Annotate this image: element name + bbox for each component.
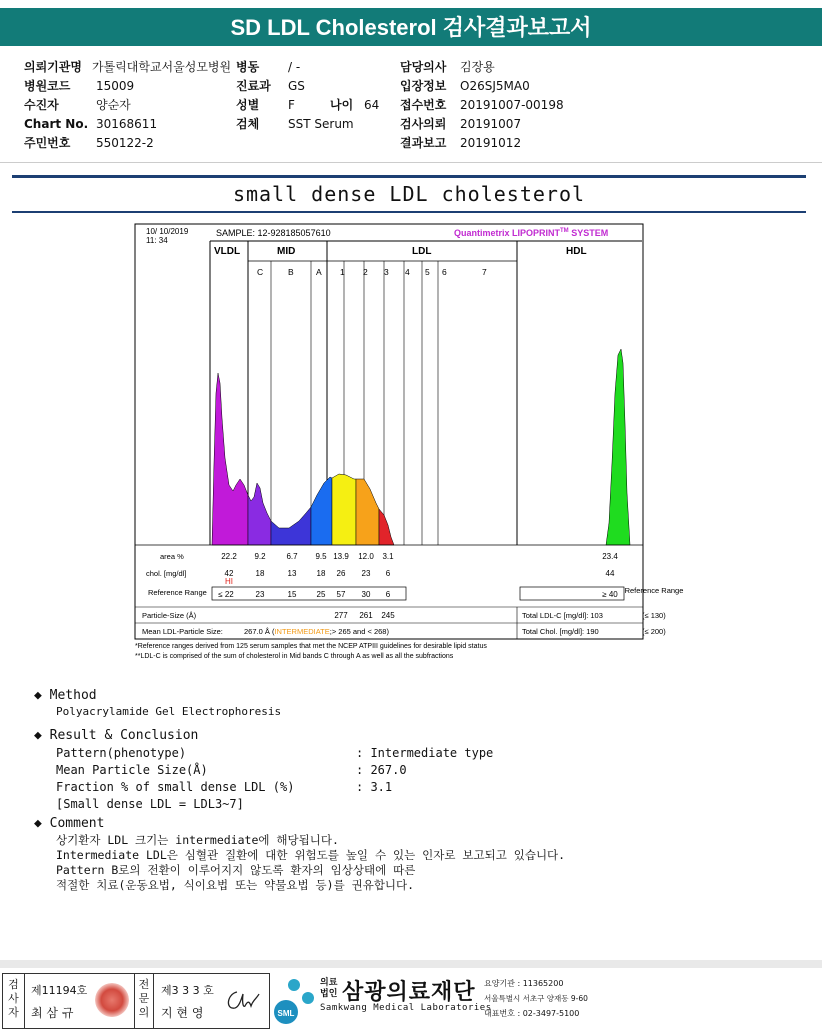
field-value: O26SJ5MA0 [460, 79, 530, 93]
area-value: 22.2 [221, 552, 237, 561]
colon: : [356, 763, 371, 777]
chart-brand [454, 228, 608, 238]
age-value: 64 [364, 98, 380, 112]
size-value: 261 [359, 611, 373, 620]
method-heading: Method [49, 688, 97, 703]
chart-sample: SAMPLE: 12-928185057610 [216, 228, 331, 238]
field-value: 30168611 [96, 117, 158, 131]
ref-value: 30 [361, 590, 371, 599]
area-value: 3.1 [382, 552, 394, 561]
paren: ( [269, 627, 275, 636]
area-value: 6.7 [286, 552, 298, 561]
chart-time: 11: 34 [146, 236, 168, 245]
diamond-icon: ◆ [34, 816, 42, 831]
field-label: 병원코드 [24, 79, 71, 93]
field-label: 의뢰기관명 [24, 60, 82, 74]
chart-date: 10/ 10/2019 [146, 227, 189, 236]
chol-value: 18 [255, 569, 265, 578]
size-value: 277 [334, 611, 348, 620]
patient-col3 [400, 56, 564, 151]
signature-box [2, 973, 270, 1029]
org-name: 삼광의료재단 [342, 980, 476, 1005]
field-value: 양순자 [96, 98, 131, 112]
mean-size-line [244, 627, 389, 636]
diamond-icon: ◆ [34, 728, 42, 743]
result-key: Fraction % of small dense LDL (%) [56, 780, 295, 794]
brand-suffix: SYSTEM [568, 228, 609, 238]
size-values [334, 611, 395, 620]
field-value: 15009 [96, 79, 135, 93]
result-note: [Small dense LDL = LDL3~7] [56, 797, 244, 811]
field-value: 20191007 [460, 117, 522, 131]
area-value: 12.0 [358, 552, 374, 561]
specialist-no: 제3 3 3 호 [161, 984, 214, 997]
semi: ; [329, 627, 332, 636]
band-label: 7 [482, 267, 487, 277]
result-value: 3.1 [370, 780, 393, 794]
field-label: 접수번호 [400, 98, 447, 112]
org-english: Samkwang Medical Laboratories [320, 1003, 492, 1013]
specialist-label-text: 전문의 [138, 978, 150, 1019]
band-label: 3 [384, 267, 389, 277]
comment-line: Intermediate LDL은 심혈관 질환에 대한 위험도를 높일 수 있는 인자로 보고되고 있습니다. [56, 848, 566, 862]
field-value: 가톨릭대학교서울성모병원 [92, 60, 232, 74]
brand-tm: TM [560, 228, 569, 234]
result-section [34, 728, 794, 813]
field-value: 20191007-00198 [460, 98, 564, 112]
field-label: 담당의사 [400, 60, 447, 74]
lipoprint-chart [134, 223, 686, 663]
comment-line: 적절한 치료(운동요법, 식이요법 또는 약물요법 등)를 권유합니다. [56, 878, 415, 892]
result-row [56, 745, 794, 762]
comment-section [34, 816, 804, 893]
chol-value: 44 [605, 569, 615, 578]
patient-col2 [236, 56, 379, 132]
total-ldl-ref: (≤ 130) [642, 611, 666, 620]
field-value: F [288, 98, 295, 112]
age-label: 나이 [330, 98, 354, 112]
section-divider [0, 162, 822, 163]
field-label: 수진자 [24, 98, 59, 112]
result-key: Mean Particle Size(Å) [56, 763, 208, 777]
colon: : [356, 780, 371, 794]
method-section [34, 688, 794, 718]
seal-icon [95, 983, 129, 1017]
org-code: 요양기관 : 11365200 [484, 979, 564, 988]
logo-text: SML [277, 1009, 295, 1018]
chol-value: 6 [385, 569, 391, 578]
band-label: 5 [425, 267, 430, 277]
area-value: 9.5 [315, 552, 327, 561]
colon: : [356, 746, 371, 760]
mean-rest: > 265 and < 268) [331, 627, 389, 636]
field-label: 성별 [236, 98, 260, 112]
mean-class: INTERMEDIATE [274, 627, 330, 636]
field-value: GS [288, 79, 305, 93]
chol-value: 42 [224, 569, 234, 578]
chol-value: 23 [361, 569, 371, 578]
ref-value: 6 [385, 590, 391, 599]
field-label: 병동 [236, 60, 260, 74]
field-value: 20191012 [460, 136, 522, 150]
ref-range-right-text: Reference Range [624, 586, 684, 595]
total-chol-ref: (≤ 200) [642, 627, 666, 636]
field-value: / - [288, 60, 301, 74]
field-label: 검사의뢰 [400, 117, 447, 131]
result-row [56, 779, 794, 796]
footer-divider [0, 960, 822, 968]
field-value: 550122-2 [96, 136, 154, 150]
result-key: Pattern(phenotype) [56, 746, 187, 760]
size-value: 245 [381, 611, 395, 620]
ref-range-right [625, 586, 684, 595]
band-label: 4 [405, 267, 410, 277]
area-value: 23.4 [602, 552, 618, 561]
row-label-ref: Reference Range [148, 588, 207, 597]
title-rule-bottom [12, 211, 806, 213]
mean-value: 267.0 Å [244, 627, 270, 636]
row-label-area: area % [160, 552, 184, 561]
ref-value: ≤ 22 [218, 590, 234, 599]
result-value: Intermediate type [370, 746, 494, 760]
field-value: SST Serum [288, 117, 354, 131]
result-row [56, 762, 794, 779]
method-text: Polyacrylamide Gel Electrophoresis [56, 705, 282, 718]
examiner-label-text: 검사자 [8, 978, 19, 1019]
chol-value: 26 [336, 569, 346, 578]
org-address: 서울특별시 서초구 양재동 9-60 [484, 994, 588, 1003]
examiner-name: 최 삼 규 [31, 1006, 74, 1020]
area-value: 13.9 [333, 552, 349, 561]
field-value: 김장용 [460, 60, 495, 74]
patient-info [24, 56, 814, 152]
group-label-ldl: LDL [412, 246, 432, 257]
row-label-size: Particle-Size (Å) [142, 611, 197, 620]
org-phone: 대표번호 : 02-3497-5100 [484, 1009, 580, 1018]
report-title: SD LDL Cholesterol 검사결과보고서 [0, 8, 822, 46]
field-label: 주민번호 [24, 136, 71, 150]
result-value: 267.0 [370, 763, 407, 777]
band-label: 1 [340, 267, 345, 277]
org-logo-icon [272, 976, 316, 1026]
total-ldl: Total LDL-C [mg/dl]: 103 [522, 611, 603, 620]
band-label: 2 [363, 267, 368, 277]
band-label: C [257, 267, 264, 277]
area-value: 9.2 [254, 552, 266, 561]
group-label-mid: MID [277, 246, 296, 257]
footnote-1: *Reference ranges derived from 125 serum samples that met the NCEP ATPIII guidelines for desirable lipid status [135, 643, 487, 650]
ref-value: 57 [336, 590, 346, 599]
field-label: 검체 [236, 117, 260, 131]
group-label-vldl: VLDL [214, 246, 241, 257]
band-label: A [316, 267, 322, 277]
comment-line: Pattern B로의 전환이 이루어지지 않도록 환자의 임상상태에 따른 [56, 863, 416, 877]
comment-line: 상기환자 LDL 크기는 intermediate에 해당됩니다. [56, 833, 339, 847]
field-label: Chart No. [24, 117, 89, 131]
trace-ldl1 [332, 474, 356, 545]
hi-flag: HI [225, 577, 233, 586]
diamond-icon: ◆ [34, 688, 42, 703]
chol-value: 13 [287, 569, 297, 578]
ref-value: 23 [255, 590, 265, 599]
band-label: B [288, 267, 294, 277]
specialist-label [134, 974, 154, 1028]
chol-value: 18 [316, 569, 326, 578]
field-label: 입장정보 [400, 79, 447, 93]
examiner-label [3, 974, 25, 1028]
field-label: 결과보고 [400, 136, 447, 150]
signature-icon [223, 984, 265, 1016]
title-rule-top [12, 175, 806, 178]
row-label-chol: chol. [mg/dl] [146, 569, 187, 578]
row-label-mean: Mean LDL-Particle Size: [142, 627, 223, 636]
band-label: 6 [442, 267, 447, 277]
examiner-no: 제11194호 [31, 984, 88, 997]
ref-value: 15 [287, 590, 297, 599]
footnote-2: **LDL-C is comprised of the sum of cholesterol in Mid bands C through A as well as all the subfractions [135, 653, 454, 660]
specialist-name: 지 현 영 [161, 1006, 204, 1020]
total-chol: Total Chol. [mg/dl]: 190 [522, 627, 599, 636]
group-label-hdl: HDL [566, 246, 587, 257]
field-label: 진료과 [236, 79, 271, 93]
result-heading: Result & Conclusion [49, 728, 199, 743]
ref-value: ≥ 40 [602, 590, 618, 599]
chart-subtitle: small dense LDL cholesterol [232, 182, 586, 206]
patient-col1 [24, 56, 231, 151]
org-type: 의료법인 [320, 978, 338, 999]
brand-name: Quantimetrix LIPOPRINT [454, 228, 561, 238]
comment-heading: Comment [49, 816, 105, 831]
ref-value: 25 [316, 590, 326, 599]
